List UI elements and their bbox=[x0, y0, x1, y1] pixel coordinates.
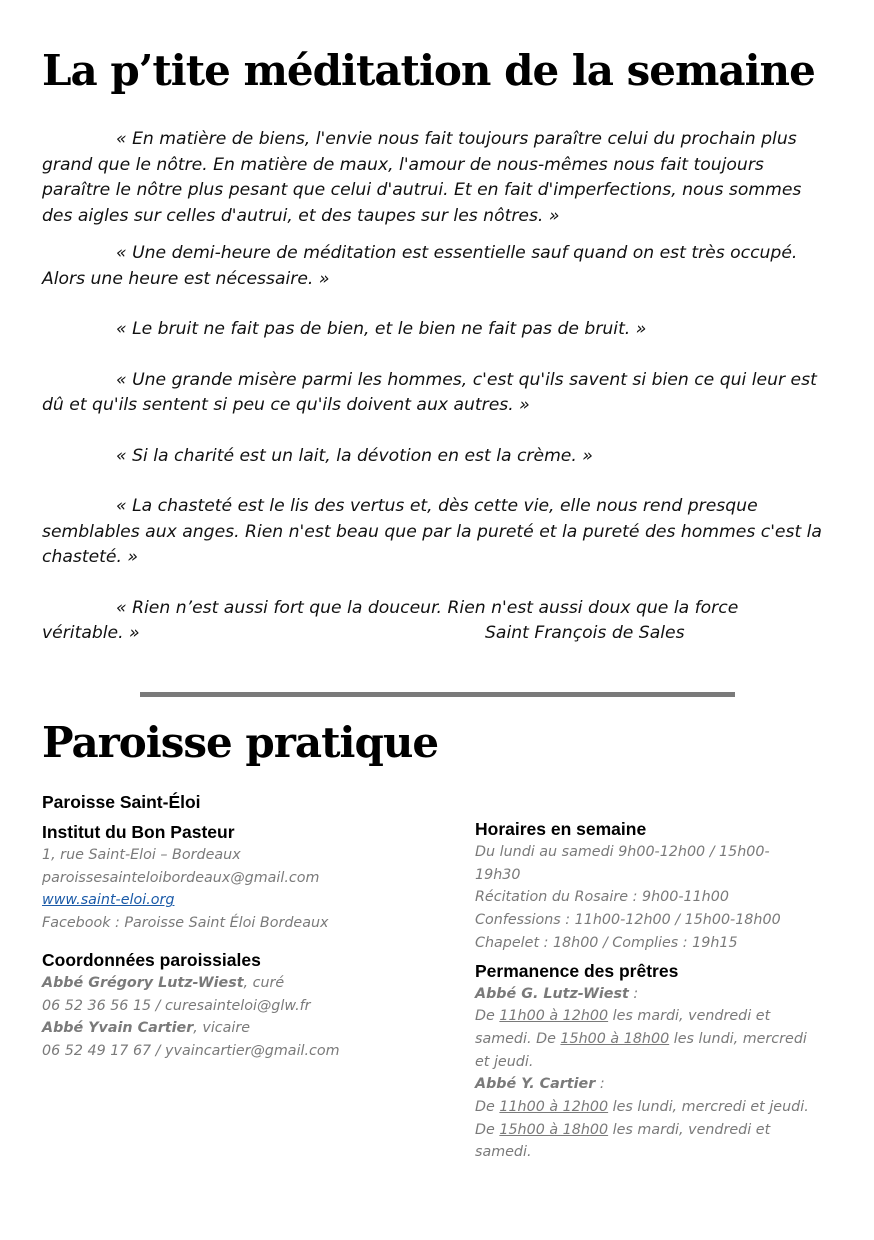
perm2-hours bbox=[475, 1096, 810, 1164]
quote-2: « Une demi-heure de méditation est essentielle sauf quand on est très occupé. Alors une heure est nécessaire. » bbox=[42, 243, 798, 289]
address: 1, rue Saint-Eloi – Bordeaux bbox=[42, 847, 241, 863]
perm2-time1: 11h00 à 12h00 bbox=[499, 1099, 609, 1116]
quotes-block bbox=[42, 127, 824, 647]
parish-info-column bbox=[42, 790, 422, 1063]
perm2-time2: 15h00 à 18h00 bbox=[499, 1121, 609, 1138]
quote-7: « Rien n’est aussi fort que la douceur. Rien n'est aussi doux que la force véritable. » bbox=[42, 597, 739, 643]
perm2-heading bbox=[475, 1073, 810, 1096]
practical-title: Paroisse pratique bbox=[42, 718, 439, 767]
perm1-end: les lundi, mercredi et jeudi. bbox=[475, 1030, 807, 1070]
confessions-hours: Confessions : 11h00-12h00 / 15h00-18h00 bbox=[475, 912, 781, 929]
quote-author: Saint François de Sales bbox=[485, 623, 685, 643]
perm2-de: De bbox=[475, 1099, 500, 1116]
perm2-end: les mardi, vendredi et samedi. bbox=[475, 1121, 771, 1161]
schedule-column bbox=[475, 817, 810, 1164]
website-link[interactable]: www.saint-eloi.org bbox=[42, 892, 175, 909]
quote-3: « Le bruit ne fait pas de bien, et le bien ne fait pas de bruit. » bbox=[116, 319, 647, 339]
perm1-hours bbox=[475, 1005, 810, 1073]
section-divider bbox=[140, 692, 735, 697]
chapelet-hours: Chapelet : 18h00 / Complies : 19h15 bbox=[475, 934, 738, 951]
parish-name: Paroisse Saint-Éloi bbox=[42, 792, 201, 812]
contacts-title: Coordonnées paroissiales bbox=[42, 949, 261, 970]
priest1-line bbox=[42, 972, 422, 995]
priest1-contact: 06 52 36 56 15 / curesainteloi@glw.fr bbox=[42, 997, 311, 1014]
perm2-name: Abbé Y. Cartier bbox=[475, 1076, 596, 1093]
priest1-role: , curé bbox=[243, 974, 285, 991]
weekday-hours: Du lundi au samedi 9h00-12h00 / 15h00-19h30 bbox=[475, 844, 770, 883]
perm1-time2: 15h00 à 18h00 bbox=[560, 1030, 670, 1047]
quote-1: « En matière de biens, l'envie nous fait toujours paraître celui du prochain plus grand que le nôtre. En matière de maux, l'amour de nous-mêmes nous fait toujours paraître le nôtre plus pesant que celui d'autrui. Et en fait d'imperfections, nous sommes des aigles sur celles d'autrui, et des taupes sur les nôtres. » bbox=[42, 129, 802, 226]
quote-6: « La chasteté est le lis des vertus et, dès cette vie, elle nous rend presque semblables aux anges. Rien n'est beau que par la pureté et la pureté des hommes c'est la chasteté. » bbox=[42, 496, 822, 567]
permanence-title: Permanence des prêtres bbox=[475, 960, 679, 981]
perm2-colon: : bbox=[595, 1076, 605, 1093]
perm1-name: Abbé G. Lutz-Wiest bbox=[475, 985, 629, 1002]
quote-4: « Une grande misère parmi les hommes, c'est qu'ils savent si bien ce qui leur est dû et qu'ils sentent si peu ce qu'ils doivent aux autres. » bbox=[42, 369, 817, 415]
institute-name: Institut du Bon Pasteur bbox=[42, 822, 235, 842]
priest1-name: Abbé Grégory Lutz-Wiest bbox=[42, 974, 244, 991]
priest2-contact: 06 52 49 17 67 / yvaincartier@gmail.com bbox=[42, 1042, 340, 1059]
parish-email: paroissesainteloibordeaux@gmail.com bbox=[42, 869, 320, 886]
rosary-hours: Récitation du Rosaire : 9h00-11h00 bbox=[475, 889, 729, 906]
perm1-heading bbox=[475, 983, 810, 1006]
priest2-line bbox=[42, 1017, 422, 1040]
perm1-mid: les mardi, vendredi et samedi. De bbox=[475, 1008, 771, 1047]
priest2-role: , vicaire bbox=[193, 1020, 251, 1037]
weekday-title: Horaires en semaine bbox=[475, 819, 647, 839]
facebook-text: Facebook : Paroisse Saint Éloi Bordeaux bbox=[42, 915, 329, 932]
perm1-time1: 11h00 à 12h00 bbox=[499, 1008, 609, 1025]
perm1-de: De bbox=[475, 1008, 500, 1025]
priest2-name: Abbé Yvain Cartier bbox=[42, 1020, 194, 1037]
meditation-title: La p’tite méditation de la semaine bbox=[42, 46, 815, 95]
perm2-mid: les lundi, mercredi et jeudi. De bbox=[475, 1099, 809, 1138]
quote-5: « Si la charité est un lait, la dévotion en est la crème. » bbox=[116, 445, 593, 466]
perm1-colon: : bbox=[628, 985, 639, 1002]
